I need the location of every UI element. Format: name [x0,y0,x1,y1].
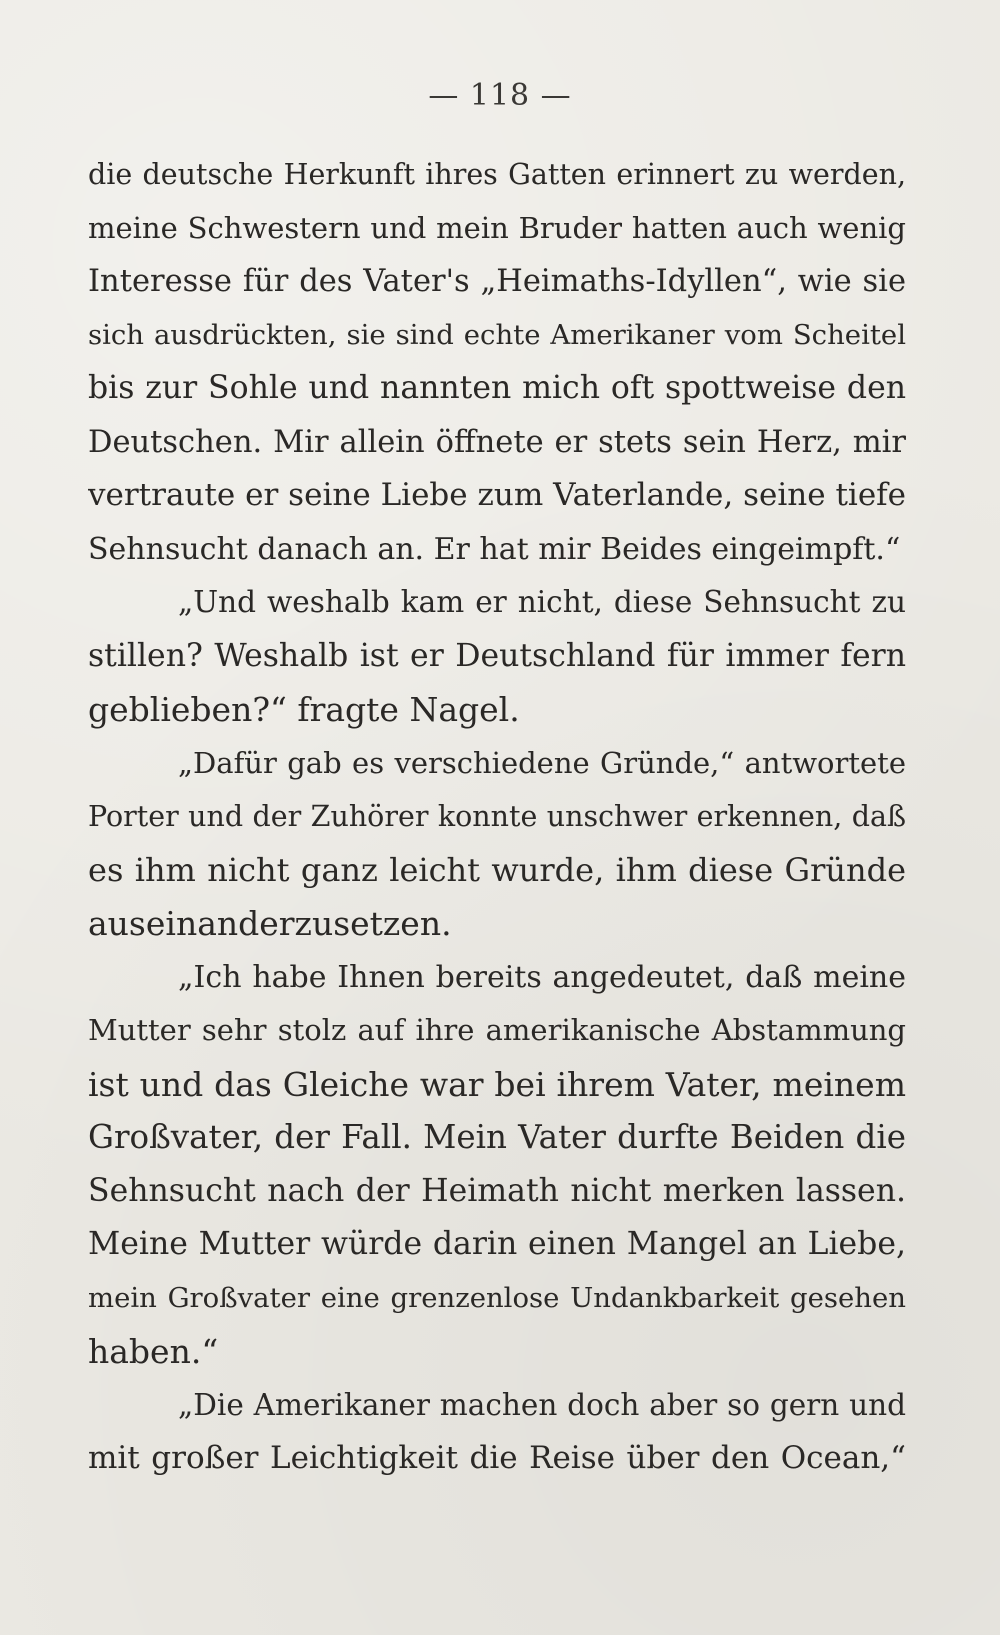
text-line: Sehnsucht danach an. Er hat mir Beides eingeimpft.“ [88,531,901,567]
text-line: meine Schwestern und mein Bruder hatten auch wenig [88,210,906,245]
text-line: Mutter sehr stolz auf ihre amerikanische Abstammung [88,1013,906,1047]
page-number: — 118 — [428,78,572,113]
text-line: geblieben?“ fragte Nagel. [88,690,520,729]
text-line: die deutsche Herkunft ihres Gatten erinnert zu werden, [88,158,906,191]
text-line: mit großer Leichtigkeit die Reise über den Ocean,“ [88,1440,906,1476]
text-line: es ihm nicht ganz leicht wurde, ihm diese Gründe [88,850,906,889]
body-text [88,148,906,1486]
text-line: sich ausdrückten, sie sind echte Amerikaner vom Scheitel [88,318,906,351]
text-line: „Ich habe Ihnen bereits angedeutet, daß meine [178,959,906,995]
text-line: Sehnsucht nach der Heimath nicht merken lassen. [88,1172,906,1209]
text-line: Deutschen. Mir allein öffnete er stets sein Herz, mir [88,424,906,460]
text-line: ist und das Gleiche war bei ihrem Vater, meinem [88,1064,906,1104]
text-line: „Dafür gab es verschiedene Gründe,“ antwortete [178,745,906,780]
text-line: Interesse für des Vater's „Heimaths-Idyllen“, wie sie [88,264,906,299]
text-line: Meine Mutter würde darin einen Mangel an Liebe, [88,1226,906,1262]
text-line: bis zur Sohle und nannten mich oft spottweise den [88,370,906,406]
text-line: Großvater, der Fall. Mein Vater durfte Beiden die [88,1118,906,1156]
text-line: mein Großvater eine grenzenlose Undankbarkeit gesehen [88,1281,906,1314]
text-line: vertraute er seine Liebe zum Vaterlande, seine tiefe [88,477,906,513]
text-line: „Und weshalb kam er nicht, diese Sehnsucht zu [178,585,906,619]
text-line: stillen? Weshalb ist er Deutschland für immer fern [88,637,906,674]
text-line: „Die Amerikaner machen doch aber so gern und [178,1387,906,1422]
text-line: auseinanderzusetzen. [88,904,452,943]
text-line: haben.“ [88,1332,219,1371]
text-line: Porter und der Zuhörer konnte unschwer erkennen, daß [88,800,906,833]
